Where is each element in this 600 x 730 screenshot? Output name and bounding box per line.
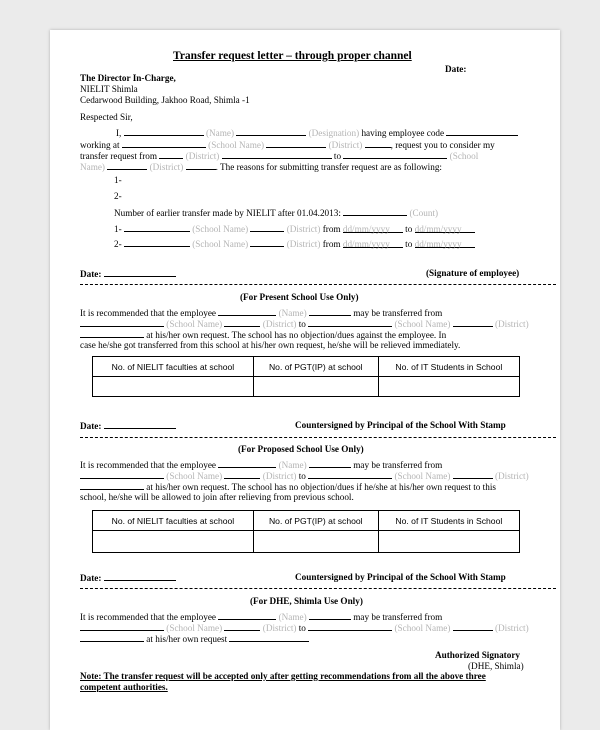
document-page (50, 30, 560, 730)
district-placeholder: (District) (328, 140, 363, 150)
blank-line[interactable] (124, 127, 204, 136)
table-header: No. of NIELIT faculties at school (93, 357, 254, 377)
text-may-be: may be transferred from (353, 612, 443, 622)
district-placeholder: (District) (185, 151, 220, 161)
note-line-2: competent authorities. (80, 682, 168, 692)
blank-line[interactable] (309, 611, 351, 620)
text-reasons: . The reasons for submitting transfer request are as following: (215, 162, 442, 172)
text-having-code: having employee code (361, 128, 445, 138)
blank-line[interactable] (309, 307, 351, 316)
blank-line[interactable] (308, 318, 392, 327)
countersigned-present: Countersigned by Principal of the School With Stamp (295, 420, 506, 430)
text-from: from (322, 239, 341, 249)
address-line-2: NIELIT Shimla (80, 84, 138, 94)
blank-line[interactable] (446, 127, 518, 136)
blank-line[interactable] (343, 207, 407, 216)
district-placeholder: (District) (262, 471, 297, 481)
table-header: No. of PGT(IP) at school (253, 357, 378, 377)
text-may-be: may be transferred from (353, 308, 443, 318)
name-word-placeholder: Name) (80, 162, 105, 172)
blank-line[interactable] (250, 223, 284, 232)
blank-line[interactable] (229, 633, 309, 642)
blank-line[interactable] (107, 161, 147, 170)
text-recommended: It is recommended that the employee (80, 460, 216, 470)
blank-line[interactable] (159, 150, 183, 159)
blank-line[interactable] (80, 481, 144, 490)
text-own-request: at his/her own request (146, 634, 228, 644)
text-to: to (405, 239, 413, 249)
table-cell[interactable] (378, 531, 519, 553)
blank-line[interactable] (224, 622, 260, 631)
dhe-shimla-label: (DHE, Shimla) (468, 661, 524, 671)
text-may-be: may be transferred from (353, 460, 443, 470)
record-number: 2- (114, 239, 122, 249)
address-line-3: Cedarwood Building, Jakhoo Road, Shimla -1 (80, 95, 250, 105)
blank-line[interactable] (343, 150, 447, 159)
blank-line[interactable] (308, 622, 392, 631)
proposed-school-table (92, 510, 520, 553)
dhe-own-request (80, 633, 309, 645)
text-to: to (298, 623, 306, 633)
date-label: Date: (80, 269, 102, 279)
table-cell[interactable] (378, 377, 519, 397)
transfer-record-2 (114, 238, 475, 250)
proposed-date (80, 572, 176, 584)
date-label-top: Date: (445, 64, 467, 74)
district-placeholder: (District) (494, 471, 529, 481)
school-name-placeholder: (School Name) (394, 319, 451, 329)
request-line-4 (80, 161, 442, 173)
text-recommended: It is recommended that the employee (80, 612, 216, 622)
text-working-at: working at (80, 140, 120, 150)
school-name-placeholder: (School Name) (166, 623, 223, 633)
text-to: to (298, 471, 306, 481)
date-placeholder: dd/mm/yyyy (342, 239, 390, 249)
table-header: No. of IT Students in School (378, 511, 519, 531)
blank-line[interactable] (124, 223, 190, 232)
date-placeholder: dd/mm/yyyy (414, 224, 462, 234)
blank-line[interactable] (453, 622, 493, 631)
blank-line[interactable] (218, 459, 276, 468)
table-cell[interactable] (253, 377, 378, 397)
date-field[interactable] (104, 572, 176, 581)
earlier-transfer-line (114, 207, 438, 219)
table-header: No. of PGT(IP) at school (253, 511, 378, 531)
count-placeholder: (Count) (409, 208, 439, 218)
blank-line[interactable] (80, 622, 164, 631)
blank-line[interactable] (80, 329, 144, 338)
blank-line[interactable] (224, 318, 260, 327)
countersigned-proposed: Countersigned by Principal of the School With Stamp (295, 572, 506, 582)
text-to: to (333, 151, 342, 161)
transfer-record-1 (114, 223, 475, 235)
table-cell[interactable] (93, 377, 254, 397)
school-name-placeholder: (School Name) (166, 319, 223, 329)
text-request-consider: , request you to consider my (390, 140, 495, 150)
district-placeholder: (District) (286, 224, 321, 234)
salutation: Respected Sir, (80, 112, 133, 122)
note-line-1: Note: The transfer request will be accepted only after getting recommendations from all the above three (80, 671, 486, 681)
dhe-heading: (For DHE, Shimla Use Only) (250, 596, 363, 606)
date-field[interactable] (104, 420, 176, 429)
address-line-1: The Director In-Charge, (80, 73, 176, 83)
text-i: I, (116, 128, 122, 138)
employee-date (80, 268, 176, 280)
blank-line[interactable] (218, 611, 276, 620)
table-header: No. of IT Students in School (378, 357, 519, 377)
district-placeholder: (District) (149, 162, 184, 172)
present-school-table (92, 356, 520, 397)
text-earlier-transfer: Number of earlier transfer made by NIELIT after 01.04.2013: (114, 208, 341, 218)
blank-line[interactable] (309, 459, 351, 468)
blank-line[interactable] (236, 127, 306, 136)
blank-line[interactable] (80, 318, 164, 327)
date-to-field[interactable] (415, 239, 475, 248)
table-cell[interactable] (253, 531, 378, 553)
school-name-placeholder: (School Name) (192, 224, 249, 234)
section-divider (80, 437, 556, 438)
school-name-placeholder: (School Name) (394, 471, 451, 481)
district-placeholder: (District) (286, 239, 321, 249)
page-title: Transfer request letter – through proper channel (173, 50, 412, 62)
reason-item-2: 2- (114, 191, 122, 201)
blank-line[interactable] (186, 161, 216, 170)
school-name-placeholder: (School Name) (192, 239, 249, 249)
table-cell[interactable] (93, 531, 254, 553)
district-placeholder: (District) (262, 623, 297, 633)
district-placeholder: (District) (494, 319, 529, 329)
present-case-line: case he/she got transferred from this school at his/her own request, he/she will be relieved immediately. (80, 340, 461, 350)
blank-line[interactable] (453, 318, 493, 327)
blank-line[interactable] (80, 470, 164, 479)
text-to: to (405, 224, 413, 234)
request-line-1 (116, 127, 518, 139)
text-to: to (298, 319, 306, 329)
date-field[interactable] (104, 268, 176, 277)
section-divider (80, 588, 556, 589)
blank-line[interactable] (250, 238, 284, 247)
name-placeholder: (Name) (278, 308, 307, 318)
name-placeholder: (Name) (278, 612, 307, 622)
blank-line[interactable] (224, 470, 260, 479)
proposed-allowed-line: school, he/she will be allowed to join after relieving from previous school. (80, 492, 354, 502)
blank-line[interactable] (453, 470, 493, 479)
date-placeholder: dd/mm/yyyy (342, 224, 390, 234)
authorized-signatory: Authorized Signatory (435, 650, 520, 660)
name-placeholder: (Name) (278, 460, 307, 470)
text-own-request: at his/her own request. The school has no objection/dues against the employee. In (146, 330, 447, 340)
section-divider (80, 284, 556, 285)
employee-signature: (Signature of employee) (426, 268, 520, 278)
request-line-3: transfer request from (District) to (School (80, 151, 479, 161)
table-header: No. of NIELIT faculties at school (93, 511, 254, 531)
text-from: from (322, 224, 341, 234)
date-placeholder: dd/mm/yyyy (414, 239, 462, 249)
designation-placeholder: (Designation) (308, 128, 360, 138)
blank-line[interactable] (308, 470, 392, 479)
present-school-heading: (For Present School Use Only) (240, 292, 359, 302)
blank-line[interactable] (80, 633, 144, 642)
text-recommended: It is recommended that the employee (80, 308, 216, 318)
school-name-placeholder: (School Name) (394, 623, 451, 633)
reason-item-1: 1- (114, 175, 122, 185)
date-from-field[interactable] (343, 239, 403, 248)
text-own-request: at his/her own request. The school has no objection/dues if he/she at his/her own request to this (146, 482, 496, 492)
district-placeholder: (District) (262, 319, 297, 329)
blank-line[interactable] (266, 139, 326, 148)
present-date (80, 420, 176, 432)
name-placeholder: (Name) (205, 128, 235, 138)
blank-line[interactable] (218, 307, 276, 316)
school-name-placeholder: (School Name) (166, 471, 223, 481)
date-from-field[interactable] (343, 224, 403, 233)
blank-line[interactable] (122, 139, 206, 148)
district-placeholder: (District) (494, 623, 529, 633)
blank-line[interactable] (124, 238, 190, 247)
blank-line[interactable] (222, 150, 332, 159)
school-name-placeholder: (School Name) (208, 140, 265, 150)
blank-line[interactable] (365, 139, 391, 148)
school-placeholder: (School (449, 151, 479, 161)
record-number: 1- (114, 224, 122, 234)
proposed-school-heading: (For Proposed School Use Only) (238, 444, 364, 454)
date-label: Date: (80, 573, 102, 583)
date-label: Date: (80, 421, 102, 431)
date-to-field[interactable] (415, 224, 475, 233)
